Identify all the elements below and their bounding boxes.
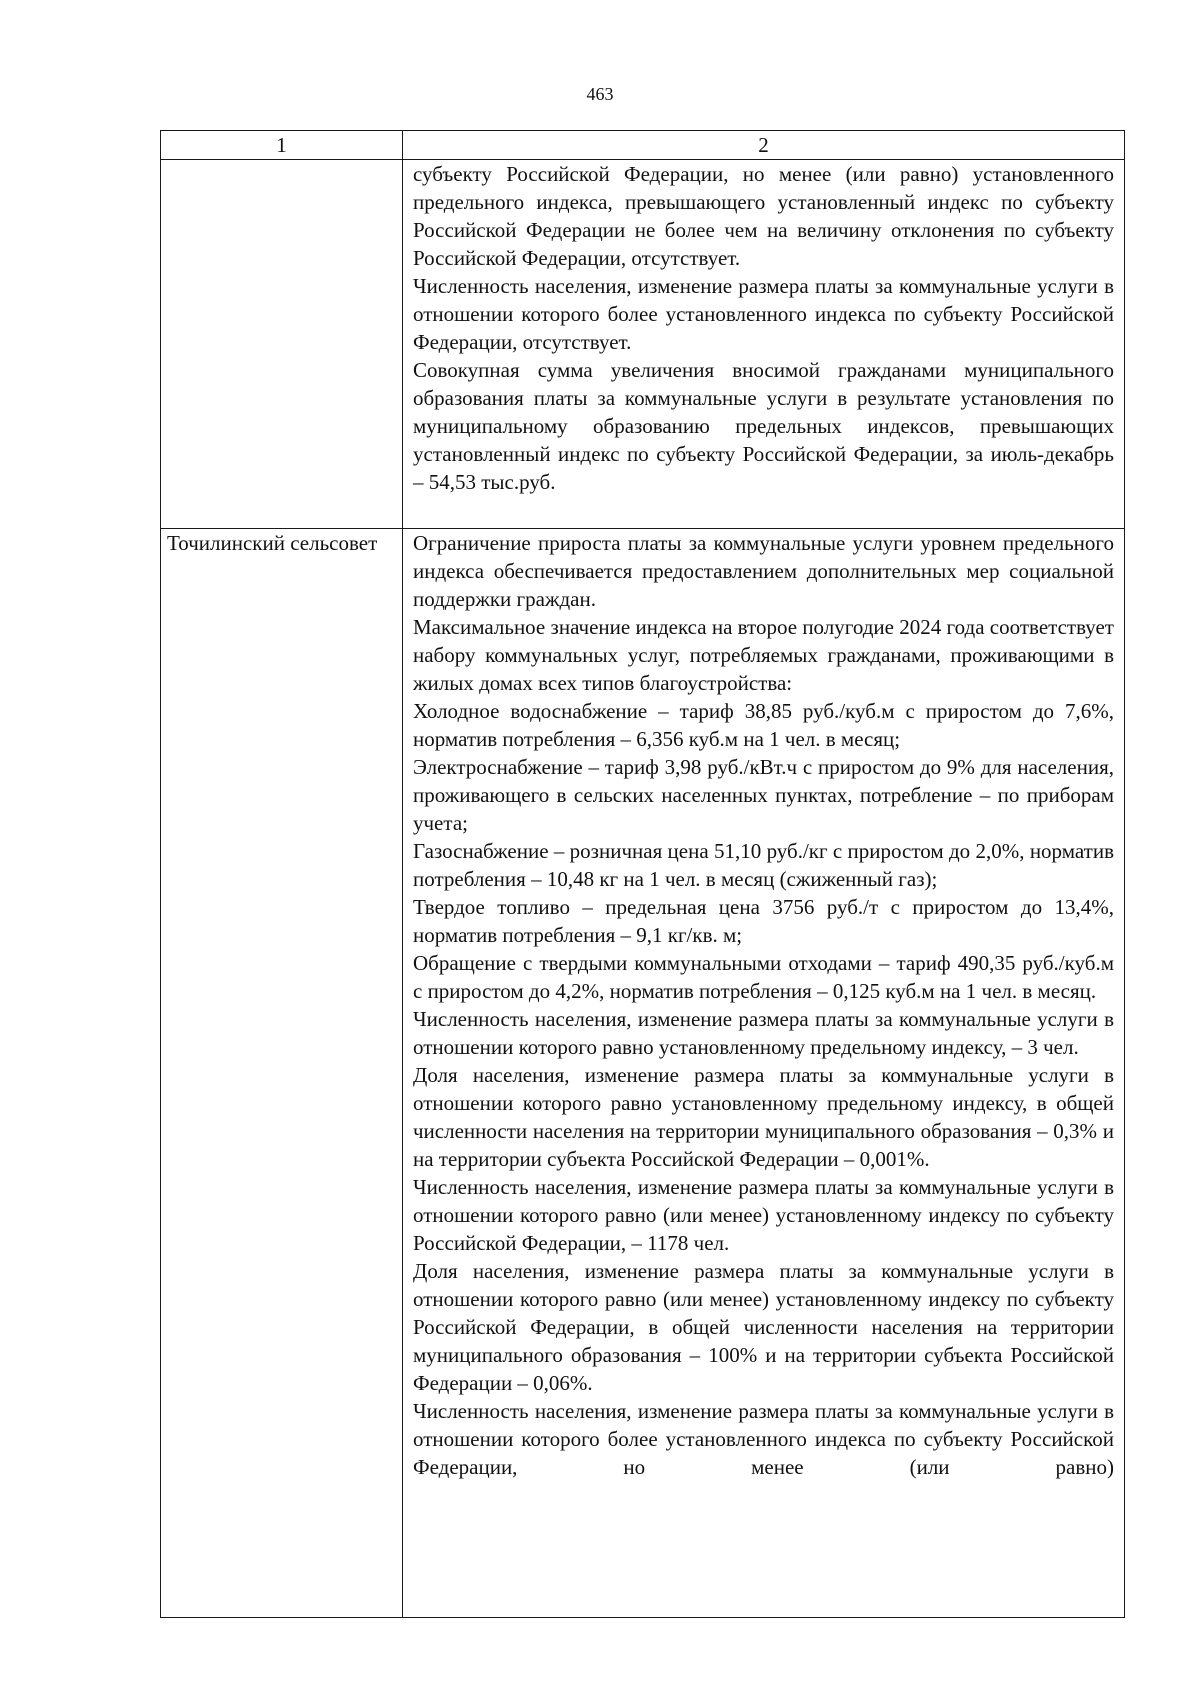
paragraph: Обращение с твердыми коммунальными отходами – тариф 490,35 руб./куб.м с приростом до 4,2%, норматив потребления – 0,125 куб.м на 1 чел. в месяц.: [413, 951, 1114, 1003]
description-cell: [403, 529, 1125, 1618]
paragraph: Доля населения, изменение размера платы за коммунальные услуги в отношении которого равно установленному предельному индексу, в общей численности населения на территории муниципального образования – 0,3% и на территории субъекта Российской Федерации – 0,001%.: [413, 1063, 1114, 1171]
paragraph: Численность населения, изменение размера платы за коммунальные услуги в отношении которого равно (или менее) установленному индексу по субъекту Российской Федерации, – 1178 чел.: [413, 1175, 1114, 1255]
table-header-row: [161, 131, 1125, 160]
column-header-2: 2: [403, 131, 1125, 160]
description-cell: [403, 160, 1125, 529]
paragraph: Твердое топливо – предельная цена 3756 руб./т с приростом до 13,4%, норматив потребления – 9,1 кг/кв. м;: [413, 895, 1114, 947]
page-number: 463: [586, 84, 614, 104]
paragraph: Ограничение прироста платы за коммунальные услуги уровнем предельного индекса обеспечивается предоставлением дополнительных мер социальной поддержки граждан.: [413, 531, 1114, 611]
municipality-name-cell: Точилинский сельсовет: [161, 529, 403, 1618]
table-row: [161, 529, 1125, 1618]
document-table: [160, 130, 1125, 1618]
paragraph: Газоснабжение – розничная цена 51,10 руб./кг с приростом до 2,0%, норматив потребления – 10,48 кг на 1 чел. в месяц (сжиженный газ);: [413, 839, 1114, 891]
paragraph: Электроснабжение – тариф 3,98 руб./кВт.ч с приростом до 9% для населения, проживающего в сельских населенных пунктах, потребление – по приборам учета;: [413, 755, 1114, 835]
paragraph: Максимальное значение индекса на второе полугодие 2024 года соответствует набору коммунальных услуг, потребляемых гражданами, проживающими в жилых домах всех типов благоустройства:: [413, 615, 1114, 695]
municipality-name-cell: [161, 160, 403, 529]
paragraph: Численность населения, изменение размера платы за коммунальные услуги в отношении которого более установленного индекса по субъекту Российской Федерации, но менее (или равно): [413, 1399, 1114, 1479]
paragraph: субъекту Российской Федерации, но менее (или равно) установленного предельного индекса, превышающего установленный индекс по субъекту Российской Федерации не более чем на величину отклонения по субъекту Российской Федерации, отсутствует.: [413, 162, 1114, 270]
table-row: [161, 160, 1125, 529]
paragraph: Численность населения, изменение размера платы за коммунальные услуги в отношении которого более установленного индекса по субъекту Российской Федерации, отсутствует.: [413, 274, 1114, 354]
column-header-1: 1: [161, 131, 403, 160]
paragraph: Доля населения, изменение размера платы за коммунальные услуги в отношении которого равно (или менее) установленному индексу по субъекту Российской Федерации, в общей численности населения на территории муниципального образования – 100% и на территории субъекта Российской Федерации – 0,06%.: [413, 1259, 1114, 1395]
paragraph: Холодное водоснабжение – тариф 38,85 руб./куб.м с приростом до 7,6%, норматив потребления – 6,356 куб.м на 1 чел. в месяц;: [413, 699, 1114, 751]
paragraph: Совокупная сумма увеличения вносимой гражданами муниципального образования платы за коммунальные услуги в результате установления по муниципальному образованию предельных индексов, превышающих установленный индекс по субъекту Российской Федерации, за июль-декабрь – 54,53 тыс.руб.: [413, 358, 1114, 494]
paragraph: Численность населения, изменение размера платы за коммунальные услуги в отношении которого равно установленному предельному индексу, – 3 чел.: [413, 1007, 1114, 1059]
